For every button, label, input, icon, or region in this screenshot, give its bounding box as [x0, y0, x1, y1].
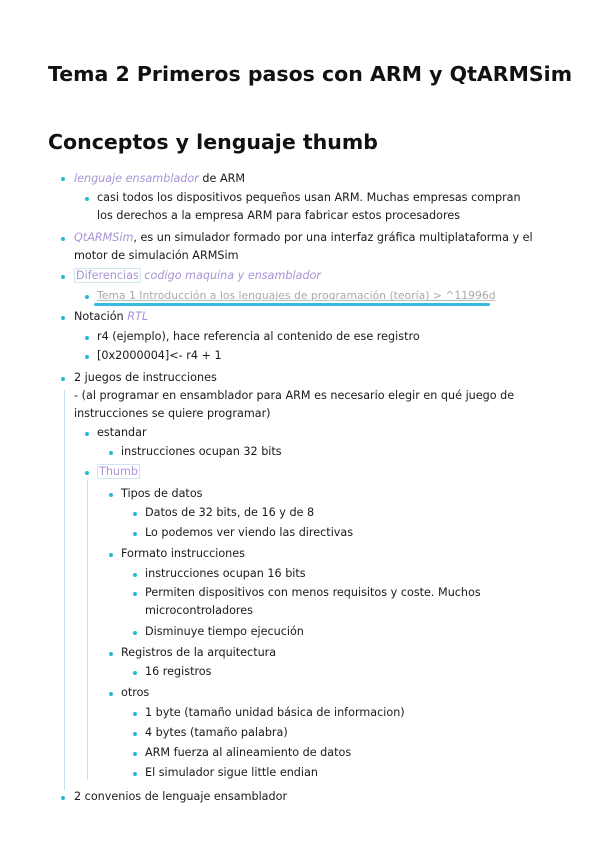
bullet-icon: [133, 592, 137, 596]
internal-link[interactable]: codigo maquina y ensamblador: [140, 269, 321, 282]
bullet-icon: [61, 796, 65, 800]
list-item: estandar: [97, 426, 147, 439]
highlight-underline: [94, 303, 490, 306]
section-heading: Conceptos y lenguaje thumb: [48, 130, 378, 154]
list-item: El simulador sigue little endian: [145, 766, 318, 779]
bullet-icon: [133, 631, 137, 635]
bullet-icon: [133, 532, 137, 536]
bullet-icon: [109, 493, 113, 497]
bullet-icon: [109, 652, 113, 656]
bullet-icon: [85, 355, 89, 359]
list-item: [74, 267, 321, 285]
list-item: 2 juegos de instrucciones: [74, 371, 217, 384]
internal-link[interactable]: Diferencias: [76, 269, 139, 282]
bullet-icon: [133, 752, 137, 756]
list-item: [0x2000004]<- r4 + 1: [97, 349, 222, 362]
internal-link[interactable]: lenguaje ensamblador: [74, 172, 199, 185]
bullet-icon: [109, 451, 113, 455]
bullet-icon: [85, 471, 89, 475]
internal-link[interactable]: Thumb: [99, 465, 139, 478]
bullet-icon: [133, 671, 137, 675]
bullet-icon: [61, 275, 65, 279]
list-item: instrucciones ocupan 32 bits: [121, 445, 282, 458]
indent-guide: [87, 480, 88, 780]
bullet-icon: [133, 512, 137, 516]
bullet-icon: [61, 237, 65, 241]
indent-guide: [64, 390, 65, 790]
list-item: 4 bytes (tamaño palabra): [145, 726, 288, 739]
internal-link[interactable]: RTL: [127, 310, 149, 323]
list-item: Notación RTL: [74, 310, 149, 323]
bullet-icon: [85, 295, 89, 299]
internal-link[interactable]: QtARMSim: [74, 231, 134, 244]
list-item: lenguaje ensamblador de ARM: [74, 172, 246, 185]
list-item-note: - (al programar en ensamblador para ARM es necesario elegir en qué juego de instrucciones se quiere programar): [74, 389, 515, 420]
list-item: 16 registros: [145, 665, 212, 678]
bullet-icon: [133, 732, 137, 736]
embedded-reference-link[interactable]: Tema 1 Introducción a los lenguajes de programación (teoría) > ^11996d: [97, 289, 496, 302]
list-item: Registros de la arquitectura: [121, 646, 277, 659]
bullet-icon: [85, 432, 89, 436]
bullet-icon: [109, 553, 113, 557]
bullet-icon: [61, 316, 65, 320]
list-item: r4 (ejemplo), hace referencia al contenido de ese registro: [97, 330, 420, 343]
list-item: Formato instrucciones: [121, 547, 245, 560]
list-item: instrucciones ocupan 16 bits: [145, 567, 306, 580]
list-item: 1 byte (tamaño unidad básica de informacion): [145, 706, 405, 719]
page-title: Tema 2 Primeros pasos con ARM y QtARMSim: [48, 62, 573, 86]
list-item: Tipos de datos: [121, 487, 203, 500]
bullet-icon: [61, 177, 65, 181]
list-item: otros: [121, 686, 150, 699]
bullet-icon: [133, 712, 137, 716]
bullet-icon: [133, 772, 137, 776]
bullet-icon: [133, 573, 137, 577]
list-item: Permiten dispositivos con menos requisitos y coste. Muchos microcontroladores: [145, 586, 481, 617]
list-item: ARM fuerza al alineamiento de datos: [145, 746, 352, 759]
list-item: Datos de 32 bits, de 16 y de 8: [145, 506, 315, 519]
list-item: casi todos los dispositivos pequeños usan ARM. Muchas empresas compran los derechos a la empresa ARM para fabricar estos procesadores: [97, 191, 521, 222]
list-item: QtARMSim, es un simulador formado por una interfaz gráfica multiplataforma y el motor de simulación ARMSim: [74, 231, 533, 262]
bullet-icon: [61, 377, 65, 381]
bullet-icon: [109, 692, 113, 696]
bullet-icon: [85, 197, 89, 201]
list-item: [97, 463, 140, 481]
list-item: Lo podemos ver viendo las directivas: [145, 526, 354, 539]
bullet-icon: [85, 336, 89, 340]
list-item: Disminuye tiempo ejecución: [145, 625, 304, 638]
list-item: 2 convenios de lenguaje ensamblador: [74, 790, 288, 803]
